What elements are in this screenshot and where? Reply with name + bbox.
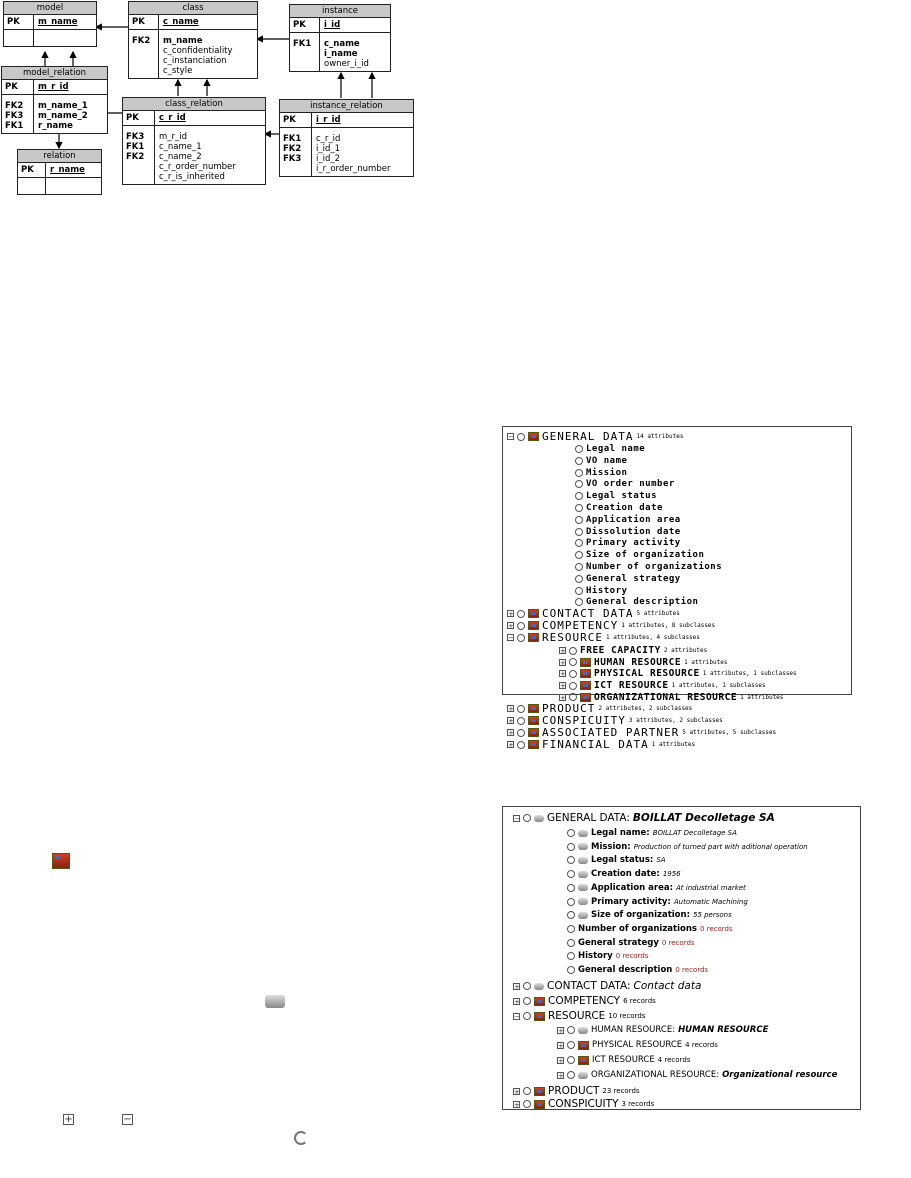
attribute-value: At industrial market — [676, 883, 746, 892]
node-value: BOILLAT Decolletage SA — [632, 812, 775, 824]
tree-subclass-node[interactable] — [557, 1025, 768, 1035]
tree-node-general-data[interactable] — [513, 812, 775, 824]
table-title: model_relation — [2, 67, 107, 80]
node-meta: 5 attributes, 5 subclasses — [682, 729, 777, 736]
folder-class-icon — [578, 1056, 589, 1065]
tree-attribute[interactable] — [575, 456, 627, 466]
radio-icon[interactable] — [567, 925, 575, 933]
table-model — [3, 1, 97, 47]
radio-icon[interactable] — [567, 1026, 575, 1034]
radio-icon[interactable] — [567, 1056, 575, 1064]
folder-class-icon — [528, 633, 539, 642]
field: i_name — [324, 49, 358, 59]
tree-attribute[interactable] — [567, 842, 808, 852]
field: i_id — [324, 20, 341, 30]
radio-icon[interactable] — [575, 598, 583, 606]
tree-subclass-node[interactable] — [559, 657, 727, 668]
radio-icon[interactable] — [517, 622, 525, 630]
folder-class-icon — [578, 1041, 589, 1050]
radio-icon[interactable] — [567, 843, 575, 851]
folder-class-icon — [528, 704, 539, 713]
radio-icon[interactable] — [517, 634, 525, 642]
radio-icon[interactable] — [567, 829, 575, 837]
node-meta: 3 attributes, 2 subclasses — [628, 717, 723, 724]
disk-instance-icon — [578, 830, 588, 837]
tree-attribute[interactable] — [567, 869, 681, 879]
radio-icon[interactable] — [523, 1100, 531, 1108]
expand-plus-icon[interactable]: + — [514, 997, 520, 1006]
tree-node-product[interactable] — [513, 1085, 640, 1097]
field: c_r_id — [316, 134, 341, 144]
tree-attribute[interactable] — [575, 527, 681, 537]
attribute-value: 0 records — [615, 952, 649, 961]
attribute-label: History — [586, 585, 628, 596]
attribute-label: General strategy — [578, 937, 659, 948]
table-model-relation — [1, 66, 108, 134]
folder-class-icon — [534, 1012, 545, 1021]
radio-icon[interactable] — [575, 480, 583, 488]
attribute-label: Creation date: — [591, 869, 660, 880]
attribute-label: Size of organization — [586, 550, 705, 561]
radio-icon[interactable] — [567, 939, 575, 947]
tree-attribute[interactable] — [575, 491, 657, 501]
attribute-label: Legal name — [586, 444, 646, 454]
tree-attribute[interactable] — [567, 924, 733, 934]
expand-plus-icon[interactable]: + — [508, 741, 515, 749]
tree-attribute[interactable] — [575, 515, 681, 525]
expand-plus-icon[interactable]: + — [514, 1100, 520, 1109]
radio-icon[interactable] — [517, 610, 525, 618]
tree-attribute[interactable] — [567, 855, 666, 865]
field: r_name — [38, 121, 73, 131]
node-meta: 5 attributes — [636, 610, 680, 617]
collapse-minus-icon: − — [123, 1114, 132, 1125]
field: i_id_1 — [316, 144, 341, 154]
field: c_instanciation — [163, 56, 227, 66]
field: m_name — [38, 17, 78, 27]
folder-class-icon — [534, 1087, 545, 1096]
folder-class-icon — [528, 621, 539, 630]
key-label: PK — [123, 111, 155, 125]
key-label: FK3 FK1 FK2 — [123, 126, 155, 184]
table-title: instance — [290, 5, 390, 18]
node-label: GENERAL DATA: — [547, 812, 630, 824]
attribute-label: VO name — [586, 455, 628, 466]
attribute-label: General description — [586, 597, 699, 608]
radio-icon[interactable] — [569, 693, 577, 701]
disk-instance-icon — [578, 884, 588, 891]
attribute-label: Legal name: — [591, 828, 650, 838]
disk-instance-icon — [578, 843, 588, 850]
radio-icon[interactable] — [523, 982, 531, 990]
attribute-label: Number of organizations — [586, 562, 723, 572]
radio-icon[interactable] — [569, 647, 577, 655]
key-label: FK2 — [129, 30, 159, 78]
node-label: ICT RESOURCE — [594, 680, 669, 692]
tree-attribute[interactable] — [567, 883, 746, 893]
node-value: Organizational resource — [722, 1070, 838, 1080]
node-label: ICT RESOURCE — [592, 1055, 655, 1065]
disk-instance-icon — [578, 857, 588, 864]
expand-plus-icon[interactable]: + — [560, 658, 567, 667]
radio-icon[interactable] — [575, 528, 583, 536]
folder-class-icon — [528, 609, 539, 618]
tree-attribute[interactable] — [567, 897, 748, 907]
tree-attribute[interactable] — [575, 538, 681, 548]
table-title: instance_relation — [280, 100, 413, 113]
radio-icon[interactable] — [567, 884, 575, 892]
radio-icon[interactable] — [569, 670, 577, 678]
folder-class-icon — [580, 693, 591, 702]
folder-class-icon — [534, 997, 545, 1006]
table-instance — [289, 4, 391, 72]
node-label: CONTACT DATA: — [547, 980, 631, 992]
node-label: GENERAL DATA — [542, 430, 634, 443]
node-label: COMPETENCY — [548, 995, 621, 1007]
radio-icon[interactable] — [575, 469, 583, 477]
radio-icon[interactable] — [575, 457, 583, 465]
attribute-label: Number of organizations — [578, 923, 697, 934]
tree-attribute[interactable] — [575, 479, 675, 489]
tree-attribute[interactable] — [575, 444, 645, 454]
key-label: PK — [129, 15, 159, 29]
key-label: PK — [18, 163, 46, 177]
radio-icon[interactable] — [567, 966, 575, 974]
disk-instance-icon — [534, 815, 544, 822]
attribute-label: Application area: — [591, 882, 674, 893]
expand-plus-icon[interactable]: + — [560, 670, 567, 679]
node-meta: 1 attributes, 4 subclasses — [605, 634, 700, 641]
node-value: 4 records — [657, 1056, 691, 1064]
tree-subclass-node[interactable] — [557, 1070, 837, 1080]
radio-icon[interactable] — [567, 898, 575, 906]
radio-icon[interactable] — [523, 997, 531, 1005]
attribute-value: 0 records — [699, 924, 733, 933]
radio-icon[interactable] — [517, 705, 525, 713]
attribute-value: SA — [656, 856, 666, 865]
node-label: PRODUCT — [548, 1085, 600, 1097]
node-label: PRODUCT — [542, 702, 596, 715]
tree-attribute[interactable] — [567, 828, 737, 838]
node-meta: 1 attributes — [740, 693, 784, 701]
field: c_confidentiality — [163, 46, 233, 56]
node-meta: 3 records — [621, 1100, 655, 1108]
node-meta: 1 attributes, 1 subclasses — [671, 682, 766, 690]
attribute-value: 0 records — [675, 966, 709, 974]
field: c_name — [324, 39, 360, 49]
disk-instance-icon — [578, 1027, 588, 1034]
node-label: ORGANIZATIONAL RESOURCE — [594, 691, 738, 703]
tree-attribute[interactable] — [575, 550, 704, 560]
radio-icon[interactable] — [575, 445, 583, 453]
radio-icon[interactable] — [567, 952, 575, 960]
field: c_name_2 — [159, 152, 202, 162]
table-class — [128, 1, 258, 79]
expand-plus-icon[interactable]: + — [558, 1026, 564, 1035]
node-label: FREE CAPACITY — [580, 645, 661, 656]
node-label: FINANCIAL DATA — [542, 738, 649, 751]
disk-instance-icon — [578, 871, 588, 878]
radio-icon[interactable] — [575, 587, 583, 595]
radio-icon[interactable] — [517, 729, 525, 737]
attribute-label: Mission: — [591, 841, 631, 852]
disk-instance-icon — [578, 1072, 588, 1079]
tree-attribute[interactable] — [575, 503, 663, 513]
node-meta: 2 attributes — [663, 647, 708, 654]
radio-icon[interactable] — [569, 682, 577, 690]
attribute-value: Production of turned part with aditional operation — [633, 842, 808, 851]
field: m_name — [163, 36, 203, 46]
table-class-relation — [122, 97, 266, 185]
key-label: FK1 FK2 FK3 — [280, 128, 312, 176]
tree-attribute[interactable] — [575, 562, 722, 572]
attribute-label: Primary activity: — [591, 896, 671, 907]
radio-icon[interactable] — [523, 1012, 531, 1020]
node-meta: 1 attributes, 8 subclasses — [621, 622, 716, 629]
key-label: PK — [280, 113, 312, 127]
tree-attribute[interactable] — [575, 574, 681, 584]
radio-icon[interactable] — [517, 741, 525, 749]
field: m_r_id — [159, 132, 188, 142]
tree-subclass-node[interactable] — [559, 645, 707, 656]
tree-attribute[interactable] — [567, 938, 695, 948]
folder-class-icon — [580, 658, 591, 667]
radio-icon[interactable] — [523, 814, 531, 822]
node-label: HUMAN RESOURCE: — [591, 1025, 676, 1035]
field: c_r_order_number — [159, 162, 236, 172]
expand-plus-icon[interactable]: + — [558, 1056, 564, 1065]
node-label: ORGANIZATIONAL RESOURCE: — [591, 1070, 720, 1080]
expand-plus-icon[interactable]: + — [508, 705, 515, 713]
node-meta: 14 attributes — [636, 433, 684, 440]
radio-icon[interactable] — [575, 504, 583, 512]
radio-icon[interactable] — [575, 492, 583, 500]
key-label: PK — [290, 18, 320, 32]
radio-icon[interactable] — [567, 1041, 575, 1049]
expand-plus-icon[interactable]: + — [514, 982, 520, 991]
node-label: HUMAN RESOURCE — [594, 656, 682, 668]
instance-tree-panel — [502, 806, 861, 1110]
expand-plus-icon[interactable]: + — [558, 1041, 564, 1050]
expand-plus-icon[interactable]: + — [508, 729, 515, 737]
collapse-minus-icon[interactable]: − — [514, 1012, 520, 1021]
radio-icon[interactable] — [567, 1071, 575, 1079]
node-label: CONSPICUITY — [542, 714, 626, 727]
node-meta: 2 attributes, 2 subclasses — [598, 705, 693, 712]
attribute-label: Size of organization: — [591, 910, 690, 921]
radio-icon[interactable] — [517, 717, 525, 725]
field: i_r_id — [316, 115, 341, 125]
node-label: ASSOCIATED PARTNER — [542, 726, 680, 739]
node-label: PHYSICAL RESOURCE — [592, 1040, 683, 1050]
attribute-label: Primary activity — [586, 538, 681, 549]
expand-plus-icon[interactable]: + — [508, 610, 515, 618]
tree-class-node[interactable] — [507, 631, 700, 644]
node-label: CONSPICUITY — [548, 1098, 619, 1110]
expand-plus-icon[interactable]: + — [558, 1071, 564, 1080]
radio-icon[interactable] — [567, 911, 575, 919]
tree-node-resource[interactable] — [513, 1010, 645, 1022]
field: m_r_id — [38, 82, 69, 92]
tree-class-node[interactable] — [507, 738, 695, 751]
folder-class-icon — [534, 1100, 545, 1109]
field: owner_i_id — [324, 59, 369, 69]
node-meta: 1 attributes — [651, 741, 696, 748]
attribute-label: General strategy — [586, 573, 681, 584]
table-instance-relation — [279, 99, 414, 177]
field: c_name — [163, 17, 199, 27]
field: c_style — [163, 66, 193, 76]
table-title: class_relation — [123, 98, 265, 111]
radio-icon[interactable] — [575, 516, 583, 524]
attribute-label: Legal status: — [591, 855, 654, 866]
attribute-value: BOILLAT Decolletage SA — [652, 829, 737, 837]
tree-node-conspicuity[interactable] — [513, 1098, 654, 1110]
key-label: PK — [2, 80, 34, 94]
tree-node-general-data[interactable] — [507, 430, 683, 443]
field: c_r_id — [159, 113, 186, 123]
field: m_name_2 — [38, 111, 88, 121]
radio-icon[interactable] — [567, 870, 575, 878]
key-label: PK — [4, 15, 34, 29]
node-meta: 10 records — [608, 1012, 646, 1020]
expand-plus-icon[interactable]: + — [508, 622, 515, 630]
disk-instance-icon — [534, 983, 544, 990]
tree-attribute[interactable] — [575, 468, 627, 478]
node-meta: 1 attributes, 1 subclasses — [702, 670, 797, 678]
radio-icon[interactable] — [567, 856, 575, 864]
key-label: FK1 — [290, 33, 320, 71]
tree-attribute[interactable] — [567, 951, 648, 961]
node-label: RESOURCE — [542, 631, 603, 644]
node-value: Contact data — [633, 980, 702, 992]
field: c_name_1 — [159, 142, 202, 152]
radio-icon[interactable] — [523, 1087, 531, 1095]
folder-class-icon — [580, 681, 591, 690]
tree-attribute[interactable] — [575, 597, 698, 607]
node-label: RESOURCE — [548, 1010, 606, 1022]
folder-class-icon — [528, 432, 539, 441]
node-value: HUMAN RESOURCE — [678, 1025, 769, 1035]
collapse-minus-icon[interactable]: − — [514, 814, 520, 823]
attribute-label: Mission — [586, 467, 628, 478]
disk-instance-icon — [265, 995, 285, 1008]
expand-plus-icon: + — [64, 1114, 73, 1125]
tree-subclass-node[interactable] — [559, 680, 766, 691]
attribute-label: General description — [578, 965, 673, 975]
expand-plus-icon[interactable]: + — [560, 682, 567, 691]
field: m_name_1 — [38, 101, 88, 111]
field: i_r_order_number — [316, 164, 391, 174]
radio-icon[interactable] — [575, 563, 583, 571]
attribute-label: History — [578, 951, 613, 962]
radio-icon[interactable] — [517, 433, 525, 441]
radio-icon[interactable] — [569, 658, 577, 666]
key-label: FK2 FK3 FK1 — [2, 95, 34, 133]
folder-class-icon — [528, 740, 539, 749]
attribute-label: VO order number — [586, 479, 675, 490]
folder-class-icon — [528, 716, 539, 725]
tree-node-contact-data[interactable] — [513, 980, 701, 992]
radio-icon[interactable] — [575, 539, 583, 547]
node-meta: 23 records — [602, 1087, 640, 1095]
table-title: model — [4, 2, 96, 15]
tree-subclass-node[interactable] — [557, 1040, 718, 1050]
radio-icon[interactable] — [575, 551, 583, 559]
radio-icon — [294, 1131, 308, 1145]
attribute-value: 55 persons — [692, 911, 732, 920]
field: r_name — [50, 165, 85, 175]
attribute-label: Application area — [586, 514, 681, 525]
disk-instance-icon — [578, 912, 588, 919]
expand-plus-icon[interactable]: + — [508, 717, 515, 725]
expand-plus-icon[interactable]: + — [514, 1087, 520, 1096]
node-value: 4 records — [685, 1041, 718, 1049]
folder-class-icon — [52, 853, 70, 869]
collapse-minus-icon[interactable]: − — [508, 634, 515, 642]
node-label: CONTACT DATA — [542, 607, 634, 620]
table-relation — [17, 149, 102, 195]
attribute-value: 1956 — [662, 870, 681, 879]
field: c_r_is_inherited — [159, 172, 225, 182]
attribute-value: Automatic Machining — [673, 897, 748, 906]
disk-instance-icon — [578, 898, 588, 905]
tree-node-competency[interactable] — [513, 995, 656, 1007]
tree-subclass-node[interactable] — [557, 1055, 690, 1065]
field: i_id_2 — [316, 154, 341, 164]
tree-attribute[interactable] — [567, 910, 732, 920]
radio-icon[interactable] — [575, 575, 583, 583]
tree-attribute[interactable] — [575, 586, 627, 596]
folder-class-icon — [580, 669, 591, 678]
attribute-label: Creation date — [586, 503, 663, 513]
attribute-label: Legal status — [586, 491, 658, 502]
node-meta: 6 records — [623, 997, 656, 1005]
collapse-minus-icon[interactable]: − — [508, 433, 515, 441]
table-title: class — [129, 2, 257, 15]
class-tree-panel — [502, 426, 852, 751]
expand-plus-icon[interactable]: + — [560, 647, 567, 655]
tree-attribute[interactable] — [567, 965, 708, 975]
table-title: relation — [18, 150, 101, 163]
node-label: PHYSICAL RESOURCE — [594, 668, 700, 680]
attribute-label: Dissolution date — [586, 526, 681, 537]
attribute-value: 0 records — [661, 938, 695, 947]
tree-subclass-node[interactable] — [559, 668, 797, 679]
expand-plus-icon[interactable]: + — [560, 693, 567, 702]
node-meta: 1 attributes — [684, 658, 728, 666]
folder-class-icon — [528, 728, 539, 737]
node-label: COMPETENCY — [542, 619, 619, 632]
